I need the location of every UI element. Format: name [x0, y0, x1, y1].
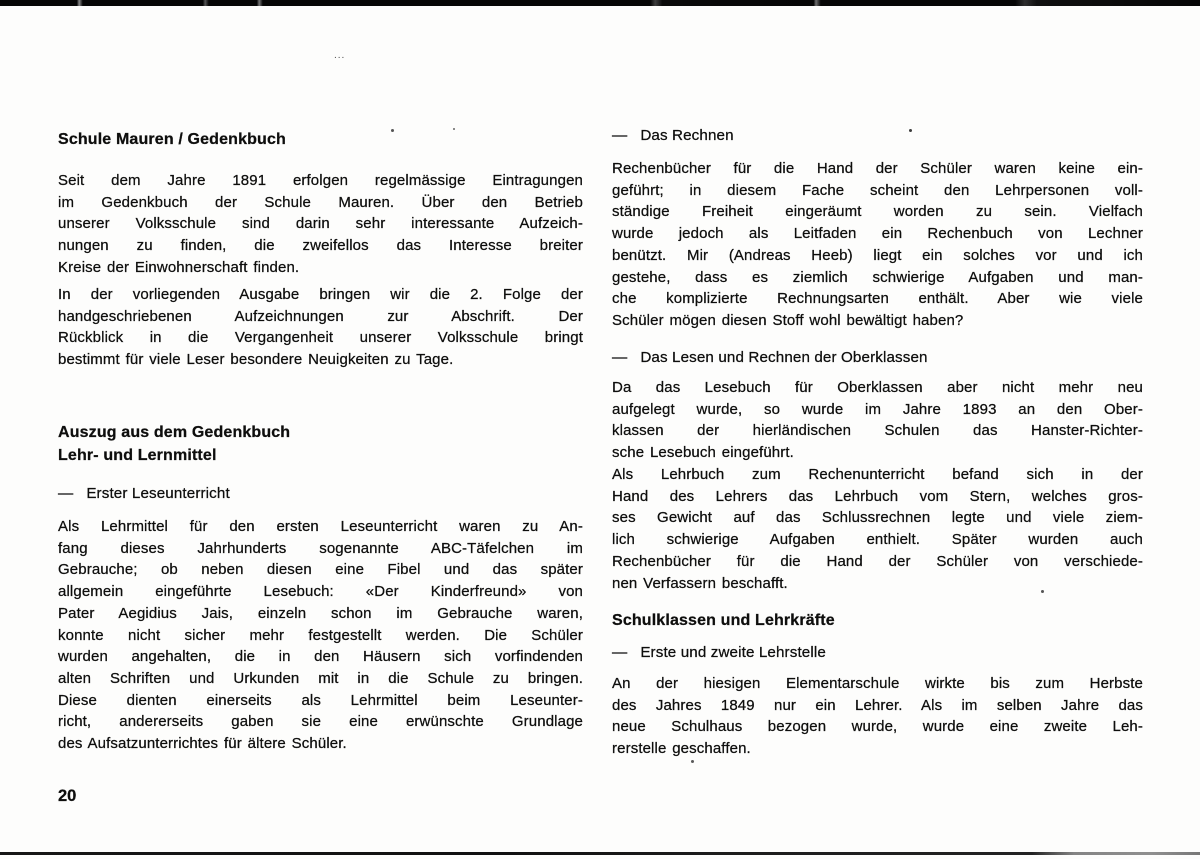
text-line: Schüler mögen diesen Stoff wohl bewältigt haben? [612, 311, 964, 329]
subheading-label: Das Rechnen [640, 127, 734, 144]
paragraph-elementarschule [612, 673, 1143, 760]
paragraph-lehrbuch-rechenunterricht [612, 464, 1143, 594]
scan-artifact-dots: ... [334, 50, 346, 61]
text-line: Rechenbücher für die Hand der Schüler waren keine ein- [612, 160, 1143, 177]
dash: — [612, 127, 628, 144]
text-line: benützt. Mir (Andreas Heeb) liegt ein solches vor und ich [612, 246, 1143, 264]
text-line: che komplizierte Rechnungsarten enthält. Aber wie viele [612, 290, 1143, 308]
text-line: An der hiesigen Elementarschule wirkte bis zum Herbste [612, 675, 1143, 692]
section-heading-auszug [58, 421, 583, 467]
text-line: Da das Lesebuch für Oberklassen aber nicht mehr neu [612, 379, 1143, 396]
text-line: bestimmt für viele Leser besondere Neuigkeiten zu Tage. [58, 351, 454, 369]
paragraph-intro [58, 170, 583, 279]
text-line: konnte nicht sicher mehr festgestellt werden. Die Schüler [58, 626, 583, 644]
dash: — [612, 644, 628, 661]
text-line: Pater Aegidius Jais, einzeln schon im Gebrauche waren, [58, 604, 583, 622]
text-line: des Aufsatzunterrichtes für ältere Schüler. [58, 735, 347, 753]
text-line: Rückblick in die Vergangenheit unserer Volksschule bringt [58, 329, 583, 347]
text-line: Als Lehrbuch zum Rechenunterricht befand sich in der [612, 466, 1143, 483]
heading-line: Lehr- und Lernmittel [58, 447, 217, 464]
section-heading-schule-mauren: Schule Mauren / Gedenkbuch [58, 131, 286, 148]
text-line: fang dieses Jahrhunderts sogenannte ABC-Täfelchen im [58, 539, 583, 557]
paragraph-vorliegende-ausgabe [58, 284, 583, 371]
text-line: Rechenbücher für die Hand der Schüler von verschiede- [612, 552, 1143, 570]
paragraph-lesebuch-oberklassen [612, 377, 1143, 464]
text-line: des Jahres 1849 nur ein Lehrer. Als im selben Jahre das [612, 696, 1143, 714]
subheading-erste-zweite-lehrstelle [612, 643, 1143, 663]
scan-speck [909, 129, 912, 132]
scan-speck [691, 760, 694, 763]
text-line: gestehe, dass es ziemlich schwierige Aufgaben und man- [612, 268, 1143, 286]
heading-line: Auszug aus dem Gedenkbuch [58, 424, 291, 441]
text-line: richt, andererseits gaben sie eine erwünschte Grundlage [58, 713, 583, 731]
subheading-label: Erster Leseunterricht [86, 485, 230, 502]
text-line: wurde jedoch als Leitfaden ein Rechenbuch von Lechner [612, 225, 1143, 243]
text-line: Als Lehrmittel für den ersten Leseunterricht waren zu An- [58, 518, 583, 535]
paragraph-lehrmittel [58, 516, 583, 755]
bottom-scan-line [0, 852, 1200, 855]
text-line: unserer Volksschule sind darin sehr interessante Aufzeich- [58, 215, 583, 233]
subheading-lesen-rechnen-oberklassen [612, 348, 1143, 368]
scan-speck [391, 129, 394, 132]
dash: — [612, 349, 628, 366]
subheading-erster-leseunterricht [58, 484, 583, 504]
text-line: handgeschriebenen Aufzeichnungen zur Abschrift. Der [58, 307, 583, 325]
text-line: Gebrauche; ob neben diesen eine Fibel und das später [58, 561, 583, 579]
text-line: In der vorliegenden Ausgabe bringen wir die 2. Folge der [58, 286, 583, 303]
text-line: aufgelegt wurde, so wurde im Jahre 1893 an den Ober- [612, 400, 1143, 418]
text-line: nungen zu finden, die zweifellos das Interesse breiter [58, 237, 583, 255]
subheading-label: Erste und zweite Lehrstelle [640, 644, 826, 661]
text-line: alten Schriften und Urkunden mit in die Schule zu bringen. [58, 669, 583, 687]
text-line: sche Lesebuch eingeführt. [612, 444, 794, 462]
dash: — [58, 485, 74, 502]
page-number: 20 [58, 787, 77, 805]
scan-speck [453, 128, 455, 130]
paragraph-rechenbuecher [612, 158, 1143, 332]
text-line: Seit dem Jahre 1891 erfolgen regelmässige Eintragungen [58, 172, 583, 189]
text-line: rerstelle geschaffen. [612, 740, 751, 758]
subheading-das-rechnen [612, 126, 1143, 146]
text-line: im Gedenkbuch der Schule Mauren. Über den Betrieb [58, 193, 583, 211]
left-column [58, 0, 583, 859]
text-line: allgemein eingeführte Lesebuch: «Der Kinderfreund» von [58, 583, 583, 601]
text-line: wurden angehalten, die in den Häusern sich vorfindenden [58, 648, 583, 666]
text-line: Kreise der Einwohnerschaft finden. [58, 258, 300, 276]
right-column [612, 0, 1143, 859]
text-line: ses Gewicht auf das Schlussrechnen legte und viele ziem- [612, 509, 1143, 527]
text-line: Hand des Lehrers das Lehrbuch vom Stern, welches gros- [612, 487, 1143, 505]
text-line: neue Schulhaus bezogen wurde, wurde eine zweite Leh- [612, 718, 1143, 736]
text-line: Diese dienten einerseits als Lehrmittel beim Leseunter- [58, 691, 583, 709]
text-line: lich schwierige Aufgaben enthielt. Später wurden auch [612, 531, 1143, 549]
text-line: geführt; in diesem Fache scheint den Lehrpersonen voll- [612, 181, 1143, 199]
text-line: nen Verfassern beschafft. [612, 574, 788, 592]
section-heading-schulklassen: Schulklassen und Lehrkräfte [612, 612, 835, 629]
text-line: ständige Freiheit eingeräumt worden zu sein. Vielfach [612, 203, 1143, 221]
scan-speck [1041, 590, 1044, 593]
text-line: klassen der hierländischen Schulen das Hanster-Richter- [612, 422, 1143, 440]
subheading-label: Das Lesen und Rechnen der Oberklassen [640, 349, 928, 366]
